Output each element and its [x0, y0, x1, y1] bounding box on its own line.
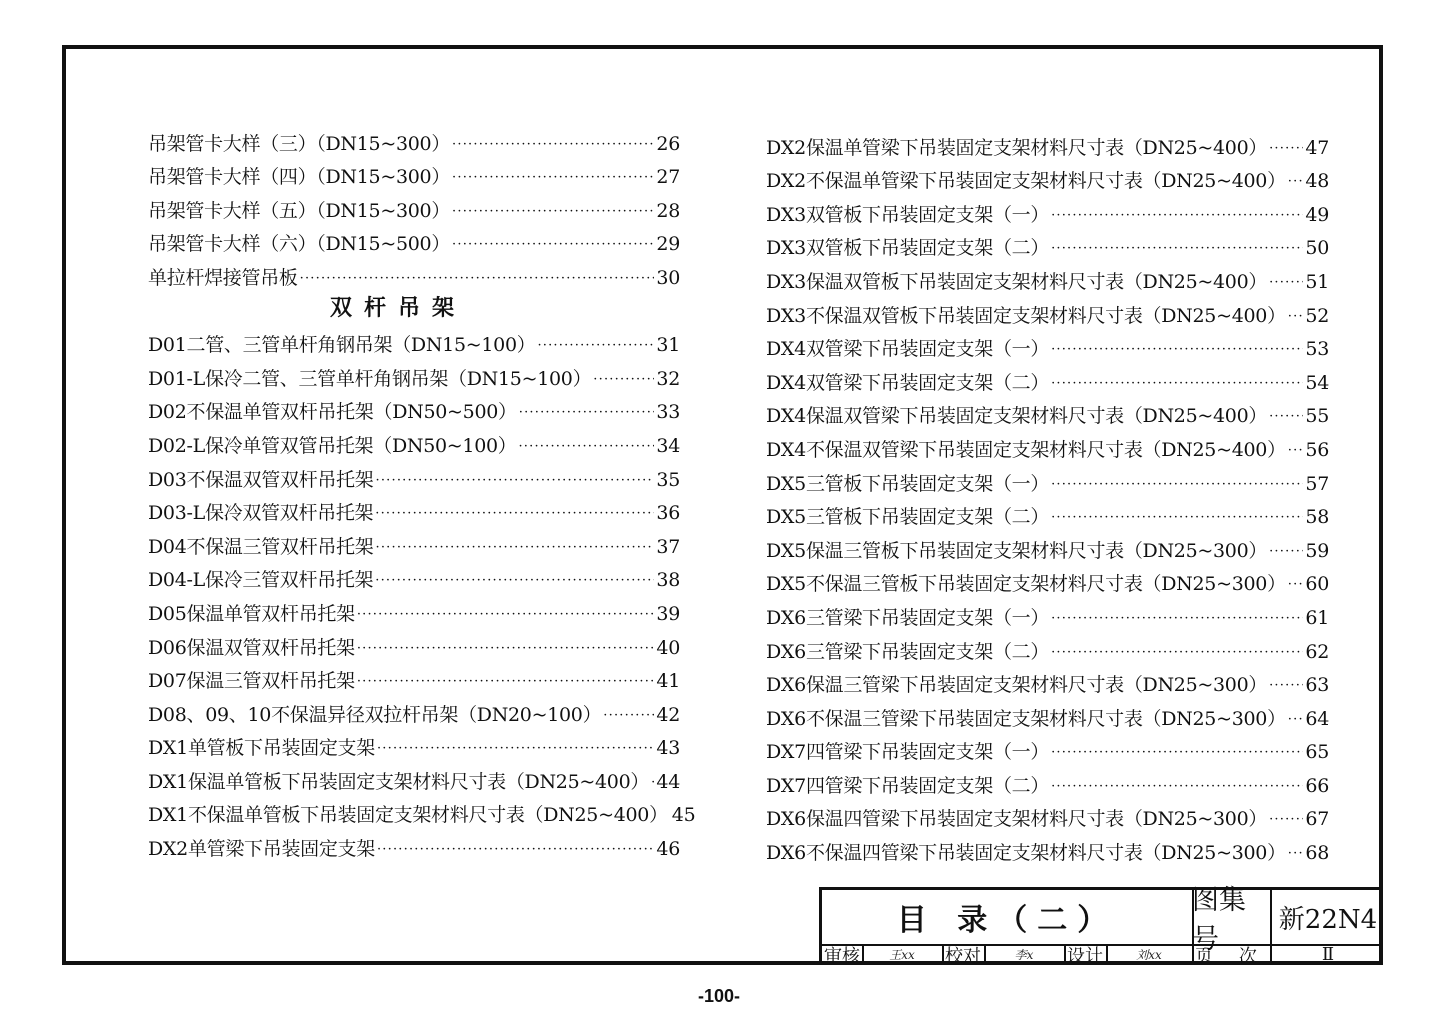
- toc-entry-page: 68: [1305, 842, 1329, 865]
- toc-entry[interactable]: [148, 393, 680, 427]
- toc-entry[interactable]: [148, 594, 680, 628]
- leader-dots: [1051, 740, 1303, 766]
- toc-entry-title: DX3双管板下吊装固定支架（二）: [766, 237, 1050, 260]
- toc-entry-page: 55: [1305, 405, 1329, 428]
- toc-entry[interactable]: [766, 430, 1329, 464]
- toc-right-column: [766, 128, 1329, 867]
- leader-dots: [1051, 505, 1303, 531]
- toc-entry[interactable]: [766, 195, 1329, 229]
- leader-dots: [452, 132, 654, 158]
- atlas-number-label: 图集号: [1192, 885, 1246, 955]
- toc-entry[interactable]: [766, 632, 1329, 666]
- toc-entry-title: DX6不保温三管梁下吊装固定支架材料尺寸表（DN25~300）: [766, 707, 1286, 730]
- toc-entry-page: 48: [1305, 170, 1329, 193]
- toc-entry-page: 29: [656, 233, 680, 256]
- toc-entry-title: 吊架管卡大样（六）（DN15~500）: [148, 233, 451, 256]
- check-signature: 李x: [1014, 948, 1034, 962]
- leader-dots: [1269, 136, 1303, 162]
- toc-entry[interactable]: [766, 766, 1329, 800]
- toc-entry-page: 33: [656, 401, 680, 424]
- toc-entry-page: 35: [656, 468, 680, 491]
- leader-dots: [1051, 606, 1303, 632]
- toc-entry-title: DX5保温三管板下吊装固定支架材料尺寸表（DN25~300）: [766, 539, 1268, 562]
- toc-entry-page: 34: [656, 434, 680, 457]
- toc-entry-page: 50: [1305, 237, 1329, 260]
- toc-entry-page: 37: [656, 535, 680, 558]
- leader-dots: [1051, 236, 1303, 262]
- toc-entry-page: 28: [656, 199, 680, 222]
- toc-entry-page: 64: [1305, 707, 1329, 730]
- toc-entry-page: 27: [656, 166, 680, 189]
- leader-dots: [1051, 337, 1303, 363]
- leader-dots: [518, 434, 654, 460]
- leader-dots: [357, 602, 655, 628]
- toc-entry-title: DX6保温四管梁下吊装固定支架材料尺寸表（DN25~300）: [766, 808, 1268, 831]
- toc-entry[interactable]: [148, 124, 680, 158]
- leader-dots: [357, 669, 655, 695]
- leader-dots: [452, 232, 654, 258]
- toc-entry-title: D08、09、10不保温异径双拉杆吊架（DN20~100）: [148, 703, 602, 726]
- leader-dots: [452, 199, 654, 225]
- toc-entry-page: 57: [1305, 472, 1329, 495]
- leader-dots: [1288, 304, 1304, 330]
- toc-entry-title: D04-L保冷三管双杆吊托架: [148, 569, 374, 592]
- toc-entry-title: DX1单管板下吊装固定支架: [148, 737, 375, 760]
- page-label: 页 次: [1195, 945, 1267, 967]
- toc-entry-page: 26: [656, 132, 680, 155]
- toc-entry-title: D02不保温单管双杆吊托架（DN50~500）: [148, 401, 517, 424]
- toc-entry[interactable]: [766, 330, 1329, 364]
- toc-entry-title: 吊架管卡大样（四）（DN15~300）: [148, 166, 451, 189]
- toc-entry-page: 51: [1305, 270, 1329, 293]
- toc-entry[interactable]: [766, 598, 1329, 632]
- leader-dots: [1051, 640, 1303, 666]
- leader-dots: [376, 535, 655, 561]
- toc-entry-page: 44: [656, 770, 680, 793]
- toc-entry-title: DX5三管板下吊装固定支架（二）: [766, 506, 1050, 529]
- toc-entry-page: 42: [656, 703, 680, 726]
- toc-entry[interactable]: [766, 565, 1329, 599]
- toc-entry-title: D01二管、三管单杆角钢吊架（DN15~100）: [148, 334, 536, 357]
- toc-entry-page: 49: [1305, 203, 1329, 226]
- toc-entry[interactable]: [766, 229, 1329, 263]
- review-signature: 王xx: [889, 948, 915, 962]
- toc-entry-page: 40: [656, 636, 680, 659]
- toc-entry[interactable]: [148, 662, 680, 696]
- leader-dots: [537, 333, 654, 359]
- toc-entry[interactable]: [148, 561, 680, 595]
- toc-entry-title: DX4不保温双管梁下吊装固定支架材料尺寸表（DN25~400）: [766, 438, 1286, 461]
- toc-entry[interactable]: [766, 531, 1329, 565]
- toc-entry[interactable]: [148, 527, 680, 561]
- toc-entry-title: 吊架管卡大样（五）（DN15~300）: [148, 199, 451, 222]
- leader-dots: [1288, 572, 1304, 598]
- title-block: [819, 887, 1383, 965]
- toc-entry[interactable]: [766, 464, 1329, 498]
- toc-entry-title: DX6保温三管梁下吊装固定支架材料尺寸表（DN25~300）: [766, 674, 1268, 697]
- toc-entry[interactable]: [148, 796, 696, 830]
- toc-entry[interactable]: [766, 128, 1329, 162]
- toc-entry[interactable]: [148, 191, 680, 225]
- leader-dots: [452, 165, 654, 191]
- toc-entry-title: DX2不保温单管梁下吊装固定支架材料尺寸表（DN25~400）: [766, 170, 1286, 193]
- toc-entry-page: 38: [656, 569, 680, 592]
- toc-entry[interactable]: [766, 498, 1329, 532]
- leader-dots: [651, 770, 654, 796]
- check-label: 校对: [945, 945, 981, 967]
- toc-entry[interactable]: [148, 326, 680, 360]
- toc-entry[interactable]: [148, 460, 680, 494]
- toc-entry-title: D04不保温三管双杆吊托架: [148, 535, 374, 558]
- toc-entry-title: 吊架管卡大样（三）（DN15~300）: [148, 132, 451, 155]
- toc-entry[interactable]: [148, 225, 680, 259]
- toc-entry-title: DX4双管梁下吊装固定支架（一）: [766, 338, 1050, 361]
- leader-dots: [357, 636, 655, 662]
- toc-entry-page: 36: [656, 502, 680, 525]
- leader-dots: [1288, 438, 1304, 464]
- toc-entry-page: 65: [1305, 741, 1329, 764]
- leader-dots: [375, 568, 654, 594]
- leader-dots: [1051, 472, 1303, 498]
- toc-entry-title: DX3不保温双管板下吊装固定支架材料尺寸表（DN25~400）: [766, 304, 1286, 327]
- toc-entry[interactable]: [148, 158, 680, 192]
- design-label: 设计: [1067, 945, 1103, 967]
- toc-entry-page: 39: [656, 602, 680, 625]
- toc-entry-title: DX5不保温三管板下吊装固定支架材料尺寸表（DN25~300）: [766, 573, 1286, 596]
- toc-entry-page: 56: [1305, 438, 1329, 461]
- toc-entry-title: D07保温三管双杆吊托架: [148, 670, 355, 693]
- toc-entry-title: D01-L保冷二管、三管单杆角钢吊架（DN15~100）: [148, 367, 592, 390]
- toc-entry-title: DX7四管梁下吊装固定支架（一）: [766, 741, 1050, 764]
- toc-entry-title: DX4双管梁下吊装固定支架（二）: [766, 371, 1050, 394]
- footer-page-number: -100-: [697, 986, 741, 1006]
- leader-dots: [377, 736, 654, 762]
- section-heading: 双杆吊架: [330, 294, 467, 321]
- toc-entry-title: D02-L保冷单管双管吊托架（DN50~100）: [148, 434, 517, 457]
- toc-entry[interactable]: [766, 800, 1329, 834]
- leader-dots: [519, 400, 655, 426]
- toc-entry[interactable]: [148, 762, 680, 796]
- toc-entry-title: DX4保温双管梁下吊装固定支架材料尺寸表（DN25~400）: [766, 405, 1268, 428]
- toc-entry-page: 32: [656, 367, 680, 390]
- design-signature: 刘xx: [1136, 948, 1162, 962]
- toc-entry[interactable]: [766, 162, 1329, 196]
- toc-entry-title: DX3保温双管板下吊装固定支架材料尺寸表（DN25~400）: [766, 270, 1268, 293]
- toc-entry-title: DX6三管梁下吊装固定支架（二）: [766, 640, 1050, 663]
- toc-entry-page: 47: [1305, 136, 1329, 159]
- toc-entry[interactable]: [148, 258, 680, 292]
- leader-dots: [593, 367, 654, 393]
- toc-entry-page: 66: [1305, 774, 1329, 797]
- toc-entry[interactable]: [148, 359, 680, 393]
- toc-entry-page: 41: [656, 670, 680, 693]
- leader-dots: [1288, 707, 1304, 733]
- toc-entry-page: 67: [1305, 808, 1329, 831]
- toc-entry-page: 63: [1305, 674, 1329, 697]
- toc-entry-page: 62: [1305, 640, 1329, 663]
- toc-entry-page: 52: [1305, 304, 1329, 327]
- leader-dots: [1269, 539, 1303, 565]
- toc-entry[interactable]: [766, 833, 1329, 867]
- toc-entry[interactable]: [766, 397, 1329, 431]
- toc-entry-page: 53: [1305, 338, 1329, 361]
- toc-entry-title: D05保温单管双杆吊托架: [148, 602, 355, 625]
- toc-entry[interactable]: [148, 729, 680, 763]
- toc-left-column: [148, 124, 696, 863]
- toc-entry-title: DX7四管梁下吊装固定支架（二）: [766, 774, 1050, 797]
- leader-dots: [1051, 774, 1303, 800]
- toc-entry[interactable]: [766, 296, 1329, 330]
- toc-entry-title: D03-L保冷双管双杆吊托架: [148, 502, 374, 525]
- leader-dots: [1051, 371, 1303, 397]
- toc-entry-title: DX3双管板下吊装固定支架（一）: [766, 203, 1050, 226]
- toc-entry[interactable]: [148, 628, 680, 662]
- review-label: 审核: [824, 945, 860, 967]
- toc-entry-page: 31: [656, 334, 680, 357]
- toc-entry-title: DX6不保温四管梁下吊装固定支架材料尺寸表（DN25~300）: [766, 842, 1286, 865]
- toc-entry-page: 46: [656, 838, 680, 861]
- page-number-roman: Ⅱ: [1321, 944, 1335, 965]
- toc-entry[interactable]: [766, 666, 1329, 700]
- toc-entry-title: DX2单管梁下吊装固定支架: [148, 838, 375, 861]
- toc-entry-title: DX6三管梁下吊装固定支架（一）: [766, 606, 1050, 629]
- toc-entry-page: 58: [1305, 506, 1329, 529]
- leader-dots: [376, 468, 655, 494]
- toc-entry-title: DX1保温单管板下吊装固定支架材料尺寸表（DN25~400）: [148, 770, 650, 793]
- toc-entry[interactable]: [766, 363, 1329, 397]
- atlas-number: 新22N4: [1278, 904, 1378, 935]
- leader-dots: [603, 703, 654, 729]
- toc-entry[interactable]: [148, 829, 680, 863]
- leader-dots: [1269, 673, 1303, 699]
- leader-dots: [1288, 169, 1304, 195]
- toc-entry-title: DX1不保温单管板下吊装固定支架材料尺寸表（DN25~400）: [148, 804, 668, 827]
- toc-entry-title: DX2保温单管梁下吊装固定支架材料尺寸表（DN25~400）: [766, 136, 1268, 159]
- toc-entry[interactable]: [148, 695, 680, 729]
- toc-entry[interactable]: [148, 426, 680, 460]
- toc-entry-page: 60: [1305, 573, 1329, 596]
- toc-entry-page: 59: [1305, 539, 1329, 562]
- toc-entry-page: 43: [656, 737, 680, 760]
- drawing-title: 目 录（二）: [896, 903, 1118, 938]
- toc-entry-page: 54: [1305, 371, 1329, 394]
- leader-dots: [1269, 270, 1303, 296]
- toc-entry[interactable]: [148, 494, 680, 528]
- toc-entry-title: D03不保温双管双杆吊托架: [148, 468, 374, 491]
- toc-entry-title: 单拉杆焊接管吊板: [148, 266, 298, 289]
- leader-dots: [1269, 807, 1303, 833]
- toc-entry-page: 30: [656, 266, 680, 289]
- leader-dots: [1288, 841, 1304, 867]
- leader-dots: [1269, 404, 1303, 430]
- toc-entry-page: 45: [671, 804, 696, 827]
- toc-entry[interactable]: [766, 733, 1329, 767]
- leader-dots: [375, 501, 654, 527]
- leader-dots: [300, 266, 655, 292]
- leader-dots: [1051, 203, 1303, 229]
- toc-entry[interactable]: [766, 699, 1329, 733]
- toc-entry[interactable]: [766, 262, 1329, 296]
- toc-entry-page: 61: [1305, 606, 1329, 629]
- toc-entry-title: DX5三管板下吊装固定支架（一）: [766, 472, 1050, 495]
- leader-dots: [377, 837, 654, 863]
- toc-entry-title: D06保温双管双杆吊托架: [148, 636, 355, 659]
